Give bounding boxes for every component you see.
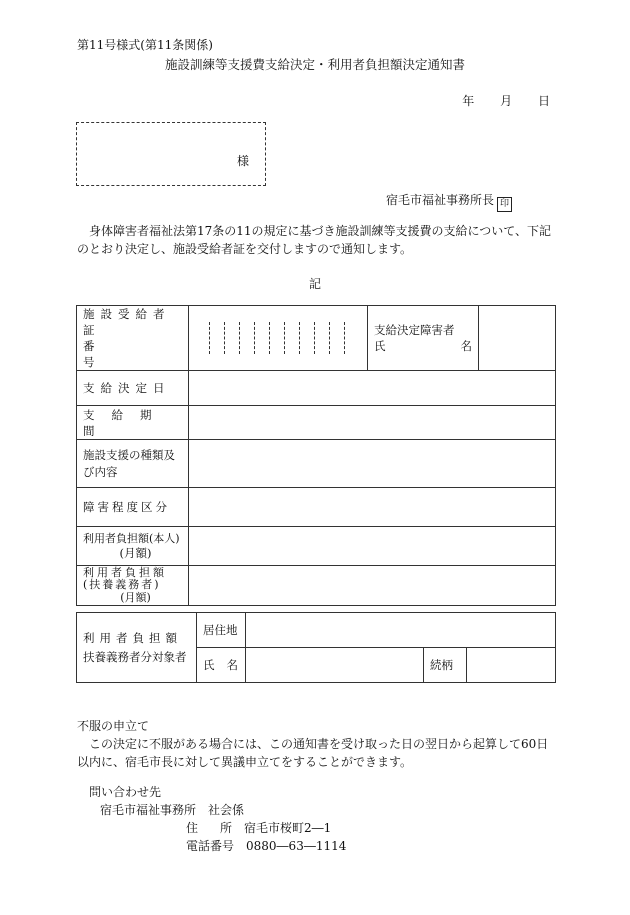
contact-section: 社会係 xyxy=(208,803,245,817)
decision-date-label: 支給決定日 xyxy=(83,381,171,395)
issuer xyxy=(386,191,512,212)
supporter-label-bottom: 扶養義務者分対象者 xyxy=(83,649,187,664)
date-year: 年 xyxy=(462,94,475,108)
form-number: 第11号様式(第11条関係) xyxy=(77,38,213,52)
decision-person-name-field[interactable] xyxy=(479,306,556,371)
contact-phone-value: 0880―63―1114 xyxy=(246,839,347,853)
name-field[interactable] xyxy=(246,648,424,683)
decision-person-label: 支給決定障害者 氏 名 xyxy=(368,306,479,371)
recipient-address-box xyxy=(76,122,266,186)
burden-self-field[interactable] xyxy=(189,527,556,566)
period-label: 支給期間 xyxy=(83,407,169,438)
decision-date-field[interactable] xyxy=(189,371,556,406)
decision-table xyxy=(76,305,556,606)
objection-text: この決定に不服がある場合には、この通知書を受け取った日の翌日から起算して60日以内に、宿毛市長に対して異議申立てをすることができます。 xyxy=(77,737,549,769)
name-label-a: 氏 xyxy=(203,658,215,672)
relationship-label: 続柄 xyxy=(424,648,467,683)
period-field[interactable] xyxy=(189,406,556,440)
seal-mark: 印 xyxy=(497,197,512,212)
burden-supporter-sub: (扶養義務者) xyxy=(83,578,161,592)
burden-self-label: 利用者負担額(本人) xyxy=(83,532,180,545)
issuer-name: 宿毛市福祉事務所長 xyxy=(385,193,494,207)
burden-supporter-label: 利用者負担額 xyxy=(83,565,167,579)
notice-body: 身体障害者福祉法第17条の11の規定に基づき施設訓練等支援費の支給について、下記のとおり決定し、施設受給者証を交付しますので通知します。 xyxy=(77,224,552,256)
disability-level-field[interactable] xyxy=(189,488,556,527)
contact-heading: 問い合わせ先 xyxy=(89,785,162,799)
ki-heading: 記 xyxy=(308,277,321,291)
burden-supporter-monthly: (月額) xyxy=(120,590,151,604)
cert-number-field[interactable] xyxy=(189,306,368,371)
contact-phone: 電話番号 0880―63―1114 xyxy=(186,839,347,853)
relationship-field[interactable] xyxy=(467,648,556,683)
burden-self-monthly: (月額) xyxy=(119,546,152,560)
support-type-field[interactable] xyxy=(189,440,556,488)
support-type-label: 施設支援の種類及び内容 xyxy=(83,447,175,479)
disability-level-label: 障害程度区分 xyxy=(83,500,170,514)
supporter-table xyxy=(76,612,556,683)
supporter-label-top: 利用者負担額 xyxy=(83,630,182,645)
recipient-honorific: 様 xyxy=(236,154,249,168)
residence-label: 居住地 xyxy=(197,613,246,648)
residence-field[interactable] xyxy=(246,613,556,648)
name-label-b: 名 xyxy=(226,658,238,672)
date-day: 日 xyxy=(537,94,550,108)
contact-office: 宿毛市福祉事務所 社会係 xyxy=(100,803,245,817)
cert-number-label: 施設受給者証 番号 xyxy=(77,306,189,371)
date-line xyxy=(440,92,550,109)
objection-heading: 不服の申立て xyxy=(77,719,150,733)
burden-supporter-field[interactable] xyxy=(189,566,556,606)
contact-address-value: 宿毛市桜町2―1 xyxy=(244,821,332,835)
contact-address: 住 所 宿毛市桜町2―1 xyxy=(186,821,332,835)
date-month: 月 xyxy=(500,94,513,108)
document-title: 施設訓練等支援費支給決定・利用者負担額決定通知書 xyxy=(164,57,465,72)
